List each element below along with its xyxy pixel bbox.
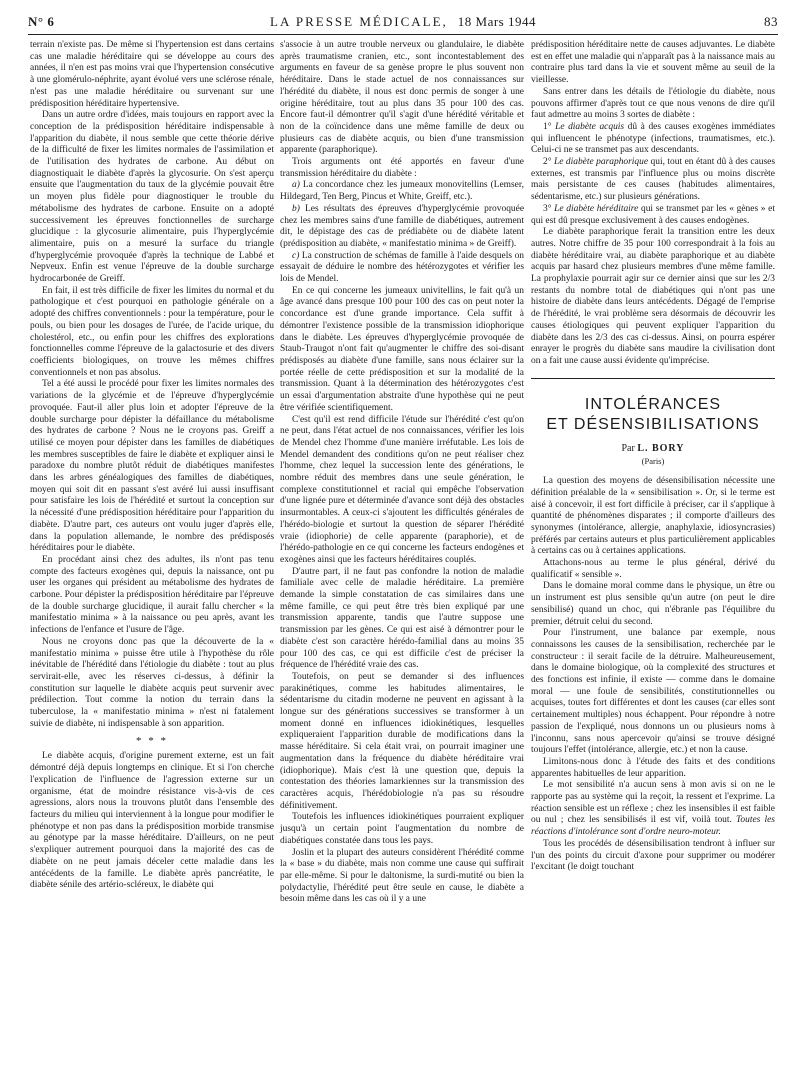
paragraph: Attachons-nous au terme le plus général, dérivé du qualificatif « sensible ». [531, 558, 775, 580]
list-term: Le diabète paraphorique [553, 157, 649, 168]
list-text: La concordance chez les jumeaux monovitellins (Lemser, Hildegard, Ten Berg, Pincus et White, Greiff, etc.). [280, 180, 524, 203]
list-label: b) [292, 203, 300, 214]
header-rule [28, 34, 778, 35]
column-1 [30, 40, 274, 892]
paragraph-text: Le mot sensibilité n'a aucun sens à mon avis si on ne le rapporte pas au système qui la reçoit, la ressent et l'exprime. La réaction sensible est un réflexe ; chez les insensibles il est faible ou nul ; chez les sensibilisés il est vif, voilà tout. [531, 780, 775, 826]
list-item [531, 122, 775, 157]
list-item [280, 180, 524, 203]
list-text: qui, tout en étant dû à des causes externes, est transmis par l'influence plus ou moins discrète mais persistante de ces causes (habitudes alimentaires, sédentarisme, etc.) sur plusieurs générations. [531, 157, 776, 203]
article-heading [531, 395, 775, 468]
paragraph: Joslin et la plupart des auteurs considèrent l'hérédité comme la « base » du diabète, mais non comme une cause qui suffirait par elle-même. Si pour le daltonisme, la surdi-mutité ou bien la polydactylie, l'hérédité peut être seule en cause, le diabète a besoin même dans les cas où il y a une [280, 847, 524, 905]
page-header [28, 14, 778, 32]
page-number: 83 [764, 14, 778, 29]
article-title-line-2: ET DÉSENSIBILISATIONS [546, 415, 760, 433]
column-3 [531, 40, 775, 874]
paragraph: Le diabète paraphorique ferait la transition entre les deux autres. Notre chiffre de 35 pour 100 correspondrait à la fois au diabète héréditaire vrai, au diabète paraphorique et au diabète acquis par hasard chez plusieurs membres d'une même famille. La prophylaxie pourrait agir sur ce dernier ainsi que sur les 2/3 restants du nombre total de diabétiques qui n'ont pas une histoire de diabète dans leurs antécédents. Dégagé de l'emprise de l'hérédité, le vrai problème sera désormais de découvrir les causes étiologiques qui peuvent expliquer l'apparition du diabète dans les 2/3 des cas ci-dessus. Ainsi, on pourra espérer enrayer le progrès du diabète sans maudire la civilisation dont on a fait une cause aussi évidente qu'imprécise. [531, 227, 775, 366]
paragraph: C'est qu'il est rend difficile l'étude sur l'hérédité c'est qu'on ne peut, dans l'état actuel de nos connaissances, vérifier les lois de Mendel chez l'homme d'une manière irréfutable. Les lois de Mendel demandent des conditions qu'on ne peut réaliser chez l'homme, chez lequel la succession lente des générations, le nombre réduit des membres dans une seule génération, le complexe constitutionnel et racial qui empêche l'observation d'une lignée pure et déterminée d'avance sont déjà des obstacles insurmontables. A ceux-ci s'ajoutent les difficultés générales de l'hérédo-biologie et surtout la question de séparer l'hérédité vraie (idiophorie) de celle apparente (paraphorie), et de l'hérédo-pathologie en ce qui concerne les facteurs endogènes et exogènes ainsi que les facteurs héréditaires couplés. [280, 414, 524, 565]
list-term: Le diabète acquis [555, 121, 625, 132]
paragraph: Dans le domaine moral comme dans le physique, un être ou un instrument est plus sensible qu'un autre (on peut le dire sensibilisé) quand un choc, qui n'ébranle pas l'équilibre du premier, détruit celui du second. [531, 581, 775, 627]
list-item [280, 204, 524, 251]
list-number: 1° [543, 121, 552, 132]
list-text: qui se transmet par les « gènes » et qui est dû presque exclusivement à des causes endogènes. [531, 203, 775, 226]
column-2 [280, 40, 524, 906]
paragraph: Tous les procédés de désensibilisation tendront à influer sur l'un des points du circuit d'axone pour supprimer ou modérer l'excitant (le doigt touchant [531, 838, 775, 873]
list-text: Les résultats des épreuves d'hyperglycémie provoquée chez les membres sains d'une famille de diabétiques, autrement dit, le dépistage des cas de prédiabète ou de diabète latent (prédisposition au diabète, « manifestatio minima » de Greiff). [280, 203, 525, 249]
issue-number: N° 6 [28, 14, 55, 29]
list-term: Le diabète héréditaire [554, 203, 639, 214]
paragraph: Limitons-nous donc à l'étude des faits et des conditions apparentes habituelles de leur apparition. [531, 756, 775, 779]
list-label: c) [292, 250, 300, 261]
list-number: 2° [543, 157, 552, 168]
paragraph [531, 780, 775, 839]
paragraph: Le diabète acquis, d'origine purement externe, est un fait démontré déjà depuis longtemps en clinique. Et si l'on cherche l'explication de l'influence de l'agression externe sur un organisme, état de moindre résistance vis-à-vis de ces agressions, alors nous la trouvons plutôt dans l'ensemble des facteurs du milieu qui interviennent à la longue pour modifier le phénotype et non pas dans la prédisposition morbide transmise au génotype par la masse héréditaire. D'ailleurs, on ne peut s'expliquer autrement pourquoi dans la majorité des cas de diabète on ne peut jamais déceler cette maladie dans les antécédents de la famille. Le diabète après pancréatite, le diabète sénile des artério-scléreux, le diabète qui [30, 751, 274, 891]
running-title [28, 14, 778, 30]
list-label: a) [292, 180, 300, 191]
paragraph: Trois arguments ont été apportés en faveur d'une transmission héréditaire du diabète : [280, 157, 524, 179]
journal-name: LA PRESSE MÉDICALE, [270, 14, 448, 29]
paragraph: Toutefois les influences idiokinétiques pourraient expliquer jusqu'à un certain point l'augmentation du nombre de diabétiques constatée dans tous les pays. [280, 812, 524, 846]
paragraph: Toutefois, on peut se demander si des influences parakinétiques, comme les habitudes alimentaires, le sédentarisme du citadin moderne ne peuvent en agissant à la longue sur des générations successives se transformer à un moment donné en influences idiokinétiques, lesquelles expliqueraient l'apparition durable de modifications dans la masse héréditaire. Si cela était vrai, on pourrait imaginer une augmentation dans la fréquence du diabète héréditaire vrai (idiophorique). Mais c'est là une question que, depuis la contestation des théories lamarkiennes sur la transmission des caractères acquis, l'hérédobiologie n'a pas su résoudre définitivement. [280, 671, 524, 811]
paragraph: Dans un autre ordre d'idées, mais toujours en rapport avec la conception de la prédisposition héréditaire indispensable à l'apparition du diabète, il nous semble que cette théorie dérive de la difficulté de fixer les limites normales de l'assimilation et de l'utilisation des hydrates de carbone. Au début on diagnostiquait le diabète d'après la glycosurie. On s'est aperçu ensuite que l'augmentation du taux de la glycémie pouvait être un moyen plus fidèle pour diagnostiquer le trouble du métabolisme des hydrates de carbone. Ensuite on a adopté successivement les épreuves fonctionnelles de surcharge glucidique : la glycosurie alimentaire, puis l'hyperglycémie alimentaire, puis on a mesuré la surface du triangle d'hyperglycémie provoquée d'après la technique de Labbé et Nepveux. Enfin est venue l'épreuve de la double surcharge hydrocarbonée de Greiff. [30, 110, 274, 285]
paragraph: La question des moyens de désensibilisation nécessite une définition préalable de la « sensibilisation ». Or, si le terme est aisé à concevoir, il est fort difficile à préciser, car il s'applique à quantité de phénomènes disparates ; il comporte d'ailleurs des synonymes (intolérance, allergie, anaphylaxie, idiosyncrasies) préférés par certains auteurs et plus particulièrement applicables à certains cas ou à certaines applications. [531, 476, 775, 557]
article-title-line-1: INTOLÉRANCES [584, 395, 722, 413]
paragraph: Sans entrer dans les détails de l'étiologie du diabète, nous pouvons affirmer d'après tout ce que nous venons de dire qu'il faut admettre au moins 3 sortes de diabète : [531, 86, 775, 121]
list-text: La construction de schémas de famille à l'aide desquels on essayait de déduire le nombre des hétérozygotes et vérifier les lois de Mendel. [280, 250, 525, 285]
paragraph: Nous ne croyons donc pas que la découverte de la « manifestatio minima » puisse être utile à l'hypothèse du rôle inévitable de l'hérédité dans l'étiologie du diabète : tout au plus servirait-elle, avec les réserves ci-dessus, à définir la constitution sur laquelle le diabète acquis peut survenir avec prédilection. Tout comme la notion du terrain dans la tuberculose, la « manifestatio minima » n'est ni fatalement suivie de diabète, ni indispensable à son apparition. [30, 636, 274, 729]
paragraph: D'autre part, il ne faut pas confondre la notion de maladie familiale avec celle de maladie héréditaire. La première demande la simple constatation de cas similaires dans une même famille, ce qui peut être très bien expliqué par une transmission apparente, tandis que l'autre suppose une transmission par les gènes. Ce qui est aisé à démontrer pour le diabète c'est son caractère hérédo-familial dans au moins 35 pour 100 des cas, ce qui est difficile c'est de préciser la fréquence de l'hérédité vraie des cas. [280, 566, 524, 671]
author-affiliation: (Paris) [641, 456, 665, 467]
list-number: 3° [543, 203, 552, 214]
emphasized-text: Toutes les réactions d'intolérance sont d'ordre neuro-moteur. [531, 815, 775, 838]
section-separator: * * * [136, 735, 168, 748]
paragraph: prédisposition héréditaire nette de causes adjuvantes. Le diabète est en effet une maladie qui n'apparaît pas à la naissance mais au contraire plus tard dans la vie et souvent même au seuil de la vieillesse. [531, 40, 775, 86]
author-prefix: Par [621, 442, 635, 454]
article-author [531, 443, 775, 455]
list-text: dû à des causes exogènes immédiates qui influencent le phénotype (infections, traumatismes, etc.). Celui-ci ne se transmet pas aux descendants. [531, 121, 776, 156]
list-item [531, 157, 775, 204]
list-item [531, 204, 775, 227]
paragraph: terrain n'existe pas. De même si l'hypertension est dans certains cas une maladie héréditaire qui se développe au cours des années, il n'en est pas moins vrai que l'hypertension consécutive à une glomérulo-néphrite, ayant évolué vers une sclérose rénale, n'est pas une maladie héréditaire ou survenant sur une prédisposition héréditaire hypertensive. [30, 40, 274, 109]
article-divider [531, 378, 775, 379]
list-item [280, 251, 524, 286]
paragraph: Pour l'instrument, une balance par exemple, nous connaissons les causes de la sensibilisation, recherchée par le constructeur : il serait facile de la détruire. Malheureusement, dans le domaine biologique, où la complexité des structures et des fonctions est infinie, il existe — comme dans le domaine moral — une foule de sensibilités, constitutionnelles ou acquises, toutes fort différentes et dont les causes (car elles sont certainement multiples) nous échappent. Pour répondre à notre passion de l'expliqué, nous donnons un ou plusieurs noms à l'inconnu, sans nous apercevoir qu'ainsi se trouve désigné toujours l'effet (intolérance, allergie, etc.) et non la cause. [531, 628, 775, 756]
paragraph: En ce qui concerne les jumeaux univitellins, le fait qu'à un âge avancé dans presque 100 pour 100 des cas on peut noter la concordance est d'une grande importance. Cela suffit à démontrer l'existence possible de la transmission idiophorique dans le diabète. Les épreuves d'hyperglycémie provoquée de Staub-Traugot n'ont fait qu'augmenter le chiffre des soi-disant prédisposés au diabète d'une famille, sans nous éclairer sur la portée réelle de cette prédisposition et sur la modalité de la transmission. Quant à la détermination des hétérozygotes c'est un essai d'argumentation abstraite d'une hypothèse qui ne peut être vérifiée scientifiquement. [280, 285, 524, 413]
paragraph: En procédant ainsi chez des adultes, ils n'ont pas tenu compte des facteurs exogènes qui, depuis la naissance, ont pu user les organes qui président au métabolisme des hydrates de carbone. Pour dépister la prédisposition héréditaire par l'épreuve de la double surcharge glucidique, il aurait fallu chercher « la manifestatio minima » à la naissance ou peu après, avant les infections de l'enfance et l'usure de l'âge. [30, 554, 274, 636]
paragraph: s'associe à un autre trouble nerveux ou glandulaire, le diabète après traumatisme cranien, etc., sont incontestablement des arguments en faveur de sa genèse propre le plus souvent non héréditaire. Dans le stade actuel de nos connaissances sur l'hérédité du diabète, il nous est donc permis de songer à une origine héréditaire, tout au plus dans 35 pour 100 des cas. Encore faut-il démontrer qu'il s'agit d'une hérédité véritable et non de la coïncidence dans une même famille de deux ou plusieurs cas de diabète acquis, ou bien d'une transmission apparente (paraphorique). [280, 40, 524, 156]
issue-date: 18 Mars 1944 [457, 14, 536, 29]
paragraph: En fait, il est très difficile de fixer les limites du normal et du pathologique et c'est pourquoi en pathologie générale on a adopté des chiffres conventionnels : pour la température, pour le pouls, ou bien pour les dosages de l'urée, de l'acide urique, du cholestérol, etc., ou enfin pour les chiffres des explorations fonctionnelles comme l'épreuve de la galactosurie et des divers coefficients biologiques, on trouve les mêmes chiffres conventionnels et non pas absolus. [30, 285, 274, 378]
paragraph: Tel a été aussi le procédé pour fixer les limites normales des variations de la glycémie et de l'épreuve d'hyperglycémie provoquée. Faut-il aller plus loin et adopter l'épreuve de la double surcharge pour dépister la défaillance du métabolisme des hydrates de carbone ? Nous ne le croyons pas. Greiff a utilisé ce moyen pour dépister dans les familles de diabétiques les membres susceptibles de faire le diabète et expliquer ainsi le paradoxe du nombre plutôt réduit de diabétiques manifestes dans les arbres généalogiques des familles de diabétiques, moyen qui soit dit en passant s'est avéré lui aussi insuffisant pour satisfaire les lois de l'hérédité et surtout la conception sur la nécessité d'une prédisposition héréditaire pour l'apparition du diabète. D'autre part, ces auteurs ont voulu juger d'après elle, dans la population allemande, le nombre des prédisposés héréditaires pour le diabète. [30, 379, 274, 554]
author-name: L. BORY [637, 442, 685, 454]
